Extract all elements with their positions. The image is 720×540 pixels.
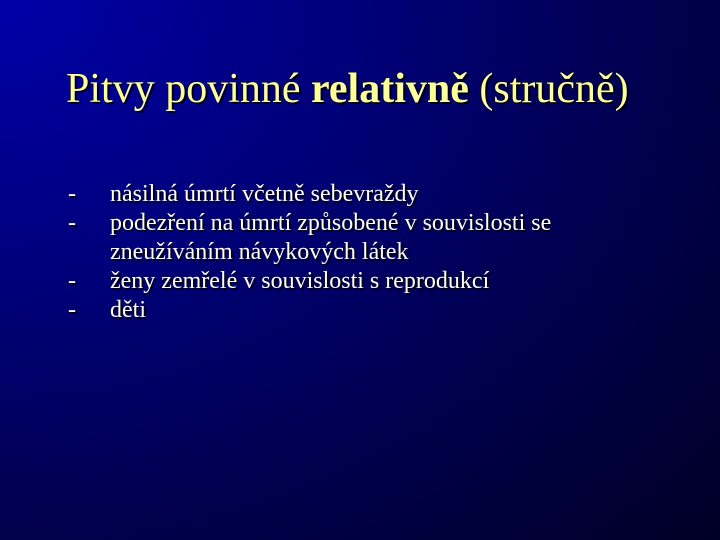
slide-title <box>66 62 629 116</box>
list-item <box>60 180 660 209</box>
list-item <box>60 267 660 296</box>
dash-bullet: - <box>68 268 76 294</box>
title-part-3: (stručně) <box>468 66 629 112</box>
list-item <box>60 296 660 325</box>
title-part-2-bold: relativně <box>311 66 469 112</box>
title-part-1: Pitvy povinné <box>66 66 312 112</box>
list-item-text: děti <box>110 297 146 323</box>
list-item-text: násilná úmrtí včetně sebevraždy <box>110 181 419 207</box>
list-item-text: ženy zemřelé v souvislosti s reprodukcí <box>110 268 490 294</box>
bullet-list <box>60 180 660 325</box>
dash-bullet: - <box>68 297 76 323</box>
list-item-text: podezření na úmrtí způsobené v souvislosti se zneužíváním návykových látek <box>110 210 552 265</box>
dash-bullet: - <box>68 181 76 207</box>
dash-bullet: - <box>68 210 76 236</box>
list-item <box>60 209 660 267</box>
